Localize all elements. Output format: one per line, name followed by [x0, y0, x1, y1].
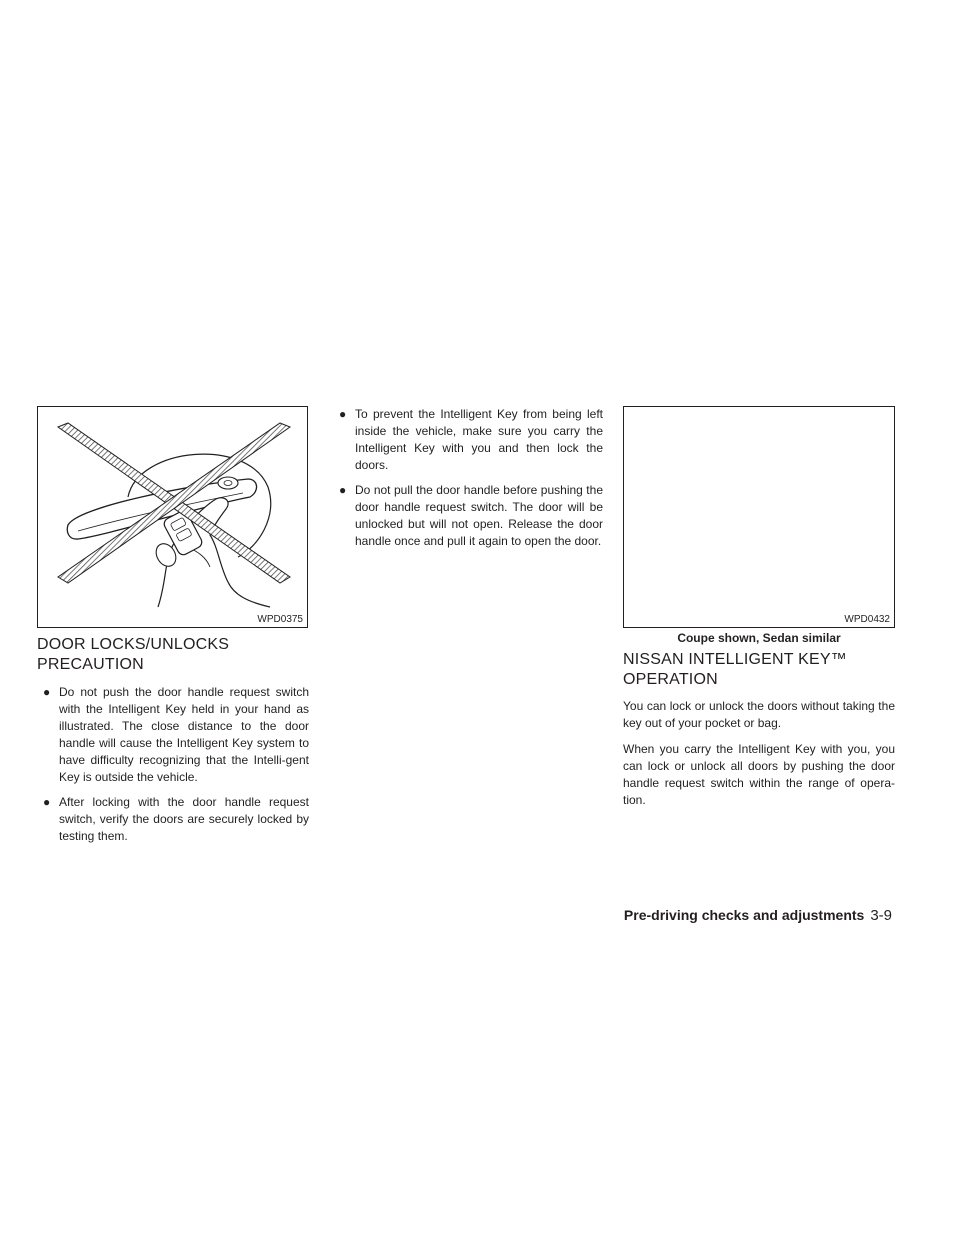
- intelligent-key-paragraph: When you carry the Intelligent Key with you, you can lock or unlock all doors by pushing the door handle request switch within the range of opera-tion.: [623, 742, 895, 807]
- heading-line: NISSAN INTELLIGENT KEY™: [623, 651, 847, 668]
- bullet-icon: ●: [43, 685, 51, 699]
- figure-code: WPD0375: [257, 614, 303, 625]
- crossed-out-hand-key-illustration: [38, 407, 307, 627]
- list-item: [337, 406, 603, 474]
- precaution-list-left: [41, 684, 309, 845]
- heading-line: OPERATION: [623, 671, 718, 688]
- list-item: [41, 794, 309, 845]
- list-item: [337, 482, 603, 550]
- list-item-text: After locking with the door handle request switch, verify the doors are securely locked by testing them.: [59, 795, 309, 843]
- section-heading-door-locks: [37, 635, 308, 675]
- bullet-icon: ●: [339, 483, 347, 497]
- list-item-text: To prevent the Intelligent Key from being left inside the vehicle, make sure you carry the Intelligent Key with you and then lock the doors.: [355, 407, 603, 472]
- figure-caption: Coupe shown, Sedan similar: [677, 631, 841, 645]
- list-item-text: Do not pull the door handle before pushing the door handle request switch. The door will be unlocked but will not open. Release the door handle once and pull it again to open the door.: [355, 483, 603, 548]
- figure-code: WPD0432: [844, 614, 890, 625]
- bullet-icon: ●: [43, 795, 51, 809]
- page-footer: [624, 906, 892, 925]
- precaution-list-middle: [337, 406, 603, 550]
- section-heading-intelligent-key: [623, 650, 895, 690]
- heading-line: PRECAUTION: [37, 656, 144, 673]
- intelligent-key-paragraph: You can lock or unlock the doors without taking the key out of your pocket or bag.: [623, 699, 895, 730]
- heading-line: DOOR LOCKS/UNLOCKS: [37, 636, 230, 653]
- list-item: [41, 684, 309, 786]
- footer-section-title: Pre-driving checks and adjustments: [623, 907, 865, 923]
- door-handle-illustration: [37, 406, 308, 628]
- list-item-text: Do not push the door handle request switch with the Intelligent Key held in your hand as illustrated. The close distance to the door handle will cause the Intelligent Key system to have difficulty recognizing that the Intelli-gent Key is outside the vehicle.: [59, 685, 309, 784]
- page-number: 3-9: [870, 907, 892, 924]
- intelligent-key-illustration: [623, 406, 895, 628]
- bullet-icon: ●: [339, 407, 347, 421]
